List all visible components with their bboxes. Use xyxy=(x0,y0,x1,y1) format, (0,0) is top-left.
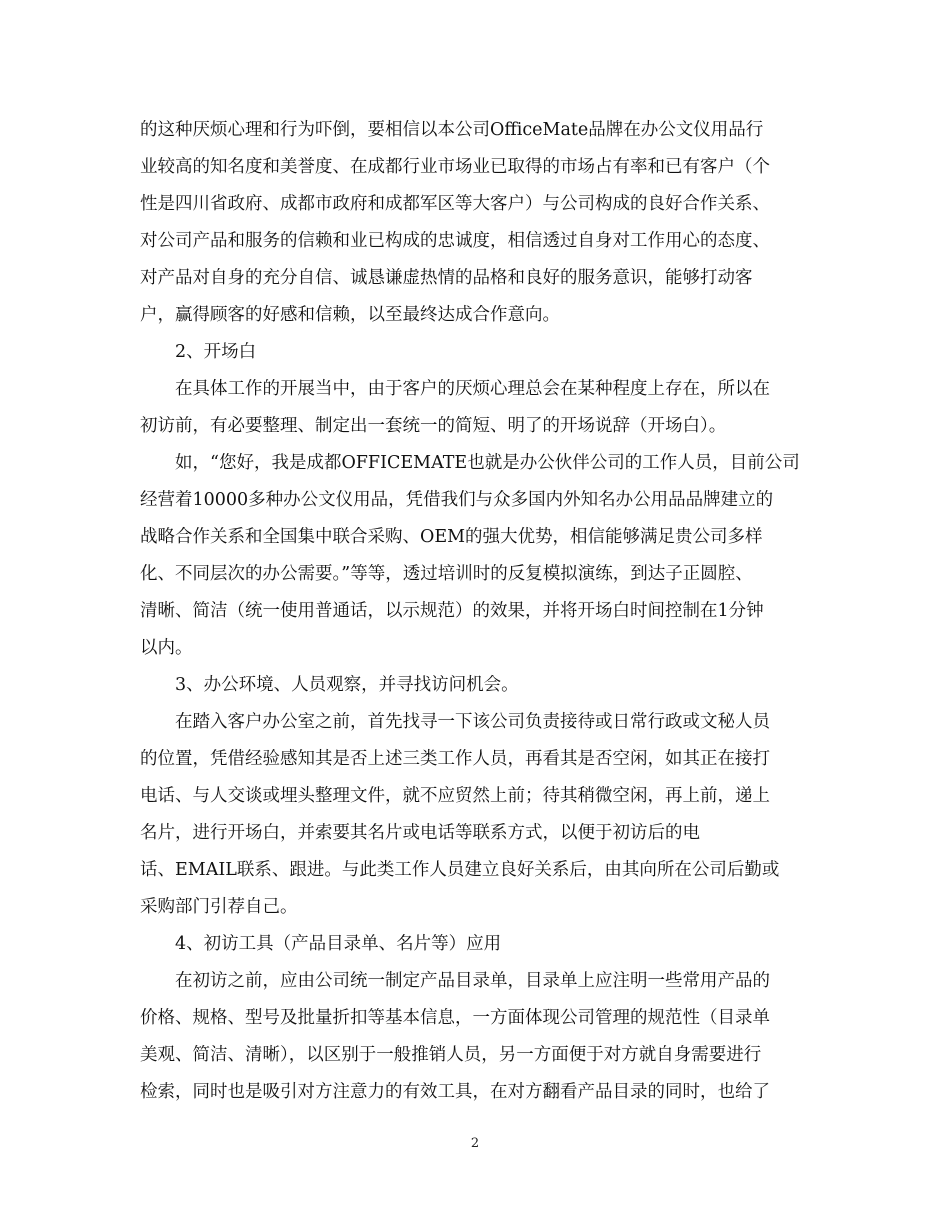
text-line: 户，赢得顾客的好感和信赖，以至最终达成合作意向。 xyxy=(140,305,560,325)
text-line: 对公司产品和服务的信赖和业已构成的忠诚度，相信透过自身对工作用心的态度、 xyxy=(140,231,770,251)
text-line: 如，“您好，我是成都OFFICEMATE也就是办公伙伴公司的工作人员，目前公司 xyxy=(175,453,800,473)
text-line: 价格、规格、型号及批量折扣等基本信息，一方面体现公司管理的规范性（目录单 xyxy=(140,1008,770,1028)
text-line: 战略合作关系和全国集中联合采购、OEM的强大优势，相信能够满足贵公司多样 xyxy=(140,527,763,547)
text-line: 以内。 xyxy=(140,638,193,658)
text-line: 检索，同时也是吸引对方注意力的有效工具，在对方翻看产品目录的同时，也给了 xyxy=(140,1082,770,1102)
text-line: 化、不同层次的办公需要。”等等，透过培训时的反复模拟演练，到达子正圆腔、 xyxy=(140,564,753,584)
text-line: 性是四川省政府、成都市政府和成都军区等大客户）与公司构成的良好合作关系、 xyxy=(140,194,770,214)
text-line: 在初访之前，应由公司统一制定产品目录单，目录单上应注明一些常用产品的 xyxy=(175,971,770,991)
text-line: 的位置，凭借经验感知其是否上述三类工作人员，再看其是否空闲，如其正在接打 xyxy=(140,749,770,769)
section-heading: 3、办公环境、人员观察，并寻找访问机会。 xyxy=(175,675,519,695)
text-line: 初访前，有必要整理、制定出一套统一的简短、明了的开场说辞（开场白）。 xyxy=(140,416,727,436)
text-line: 话、EMAIL联系、跟进。与此类工作人员建立良好关系后，由其向所在公司后勤或 xyxy=(140,860,780,880)
text-line: 对产品对自身的充分自信、诚恳谦虚热情的品格和良好的服务意识，能够打动客 xyxy=(140,268,753,288)
text-line: 经营着10000多种办公文仪用品，凭借我们与众多国内外知名办公用品品牌建立的 xyxy=(140,490,774,510)
section-heading: 2、开场白 xyxy=(175,342,257,362)
text-line: 美观、简洁、清晰），以区别于一般推销人员，另一方面便于对方就自身需要进行 xyxy=(140,1045,762,1065)
text-line: 的这种厌烦心理和行为吓倒，要相信以本公司OfficeMate品牌在办公文仪用品行 xyxy=(140,120,764,140)
text-line: 电话、与人交谈或埋头整理文件，就不应贸然上前；待其稍微空闲，再上前，递上 xyxy=(140,786,770,806)
text-line: 名片，进行开场白，并索要其名片或电话等联系方式，以便于初访后的电 xyxy=(140,823,700,843)
page-number: 2 xyxy=(470,1136,480,1151)
text-line: 在踏入客户办公室之前，首先找寻一下该公司负责接待或日常行政或文秘人员 xyxy=(175,712,770,732)
section-heading: 4、初访工具（产品目录单、名片等）应用 xyxy=(175,934,502,954)
text-line: 清晰、简洁（统一使用普通话，以示规范）的效果，并将开场白时间控制在1分钟 xyxy=(140,601,764,621)
text-line: 在具体工作的开展当中，由于客户的厌烦心理总会在某种程度上存在，所以在 xyxy=(175,379,770,399)
text-line: 采购部门引荐自己。 xyxy=(140,897,298,917)
text-line: 业较高的知名度和美誉度、在成都行业市场业已取得的市场占有率和已有客户（个 xyxy=(140,157,770,177)
